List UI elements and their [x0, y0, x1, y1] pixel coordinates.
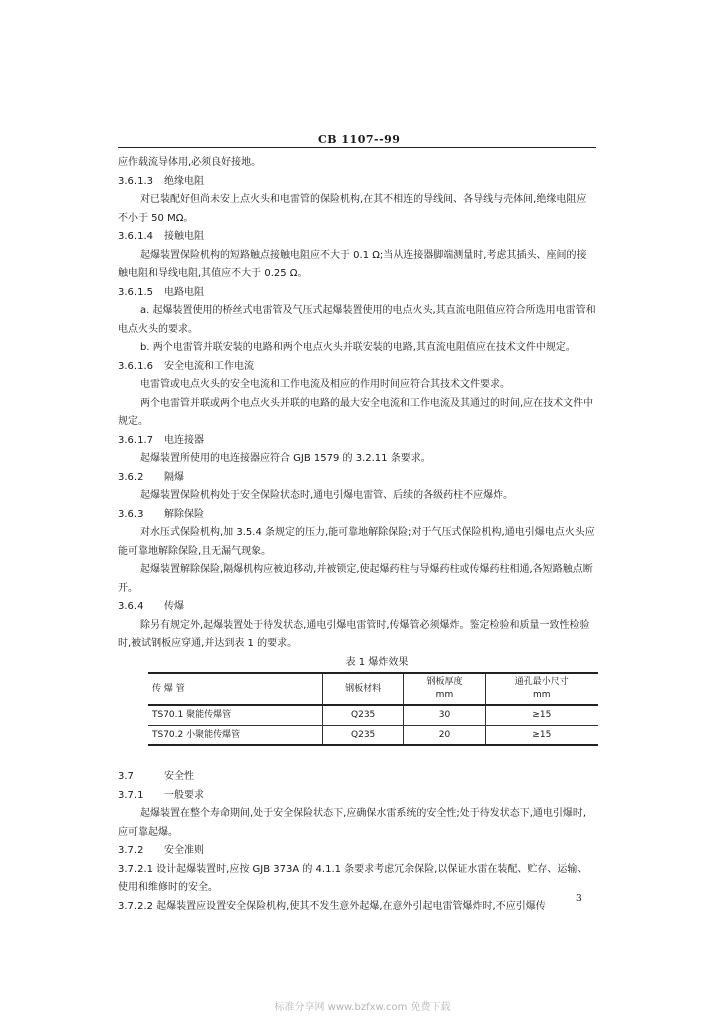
paragraph: 起爆装置保险机构的短路触点接触电阻应不大于 0.1 Ω;当从连接器脚端测量时,考虑其插头、座间的接触电阻和导线电阻,其值应不大于 0.25 Ω。 [118, 249, 587, 279]
paragraph: 两个电雷管并联或两个电点火头并联的电路的最大安全电流和工作电流及其通过的时间,应在技术文件中规定。 [118, 397, 594, 427]
header-label: 通孔最小尺寸 [514, 677, 569, 687]
section-heading [118, 173, 596, 192]
table-cell: TS70.2 小聚能传爆管 [148, 725, 323, 745]
section-heading [118, 469, 596, 488]
paragraph: b. 两个电雷管并联安装的电路和两个电点火头并联安装的电路,其直流电阻值应在技术文件中规定。 [140, 342, 576, 353]
section-heading [118, 432, 596, 451]
header-label: 钢板材料 [345, 683, 382, 694]
header-rule [118, 147, 596, 148]
section-number: 3.6.1.5 [118, 286, 153, 298]
paragraph: 除另有规定外,起爆装置处于待发状态,通电引爆电雷管时,传爆管必须爆炸。鉴定检验和质量一致性检验时,被试钢板应穿通,并达到表 1 的要求。 [118, 619, 590, 649]
table-caption: 表 1 爆炸效果 [345, 656, 409, 668]
section-number: 3.6.1.4 [118, 231, 153, 242]
document-body [118, 154, 596, 916]
section-title: 安全准则 [164, 845, 204, 856]
document-header-code: CB 1107--99 [318, 133, 401, 146]
blast-effect-table [148, 672, 598, 746]
header-unit: mm [533, 690, 551, 700]
paragraph: 3.7.2.2 起爆装置应设置安全保险机构,使其不发生意外起爆,在意外引起电雷管爆炸时,不应引爆传 [118, 900, 546, 912]
paragraph: 对已装配好但尚未安上点火头和电雷管的保险机构,在其不相连的导线间、各导线与壳体间,绝缘电阻应不小于 50 MΩ。 [118, 194, 587, 224]
section-number: 3.7.2 [118, 845, 144, 856]
table-header-cell [404, 673, 485, 705]
section-title: 接触电阻 [164, 231, 204, 242]
paragraph: 起爆装置所使用的电连接器应符合 GJB 1579 的 3.2.11 条要求。 [140, 453, 431, 464]
header-label: 传 爆 管 [152, 683, 185, 694]
paragraph: 应作载流导体用,必须良好接地。 [118, 157, 262, 168]
table-cell: Q235 [323, 725, 404, 745]
section-number: 3.6.1.3 [118, 175, 153, 187]
section-heading [118, 787, 596, 806]
watermark-footer: 标准分享网 www.bzfxw.com 免费下载 [274, 1002, 451, 1013]
table-row [148, 705, 598, 725]
table-cell: 30 [404, 705, 485, 725]
section-title: 绝缘电阻 [164, 175, 204, 187]
section-title: 隔爆 [164, 471, 184, 483]
paragraph: 起爆装置保险机构处于安全保险状态时,通电引爆电雷管、后续的各级药柱不应爆炸。 [140, 490, 514, 501]
section-number: 3.7 [118, 771, 134, 782]
table-header-cell [485, 673, 598, 705]
section-heading [118, 284, 596, 303]
section-title: 一般要求 [164, 789, 204, 801]
paragraph: 电雷管或电点火头的安全电流和工作电流及相应的作用时间应符合其技术文件要求。 [140, 379, 510, 390]
section-number: 3.7.1 [118, 789, 144, 801]
table-row [148, 725, 598, 745]
table-cell: 20 [404, 725, 485, 745]
table-header-cell [323, 673, 404, 705]
section-heading [118, 358, 596, 377]
paragraph: 对水压式保险机构,加 3.5.4 条规定的压力,能可靠地解除保险;对于气压式保险机构,通电引爆电点火头应能可靠地解除保险,且无漏气现象。 [118, 527, 595, 557]
section-heading [118, 598, 596, 617]
table-header-row [148, 673, 598, 705]
section-number: 3.6.3 [118, 508, 144, 520]
paragraph: 起爆装置在整个寿命期间,处于安全保险状态下,应确保水雷系统的安全性;处于待发状态下,通电引爆时,应可靠起爆。 [118, 808, 587, 838]
section-heading [118, 768, 596, 787]
section-title: 解除保险 [164, 508, 204, 520]
section-heading [118, 842, 596, 861]
paragraph: 起爆装置解除保险,隔爆机构应被迫移动,并被锁定,使起爆药柱与导爆药柱或传爆药柱相通,各短路触点断开。 [118, 564, 593, 594]
section-title: 安全性 [164, 771, 194, 782]
page-number: 3 [576, 894, 582, 904]
paragraph: a. 起爆装置使用的桥丝式电雷管及气压式起爆装置使用的电点火头,其直流电阻值应符合所选用电雷管和电点火头的要求。 [118, 305, 596, 335]
section-title: 电路电阻 [164, 286, 204, 298]
section-spacer [118, 746, 596, 768]
table-cell: TS70.1 聚能传爆管 [148, 705, 323, 725]
section-number: 3.6.4 [118, 601, 144, 612]
table-cell: ≥15 [485, 705, 598, 725]
paragraph: 3.7.2.1 设计起爆装置时,应按 GJB 373A 的 4.1.1 条要求考虑冗余保险,以保证水雷在装配、贮存、运输、使用和维修时的安全。 [118, 863, 588, 893]
table-cell: ≥15 [485, 725, 598, 745]
header-unit: mm [435, 690, 454, 700]
table-cell: Q235 [323, 705, 404, 725]
section-number: 3.6.1.7 [118, 434, 153, 446]
section-number: 3.6.1.6 [118, 360, 153, 372]
section-title: 电连接器 [164, 434, 204, 446]
section-heading [118, 506, 596, 525]
table-header-cell [148, 673, 323, 705]
section-title: 安全电流和工作电流 [164, 360, 254, 372]
section-title: 传爆 [164, 601, 184, 612]
header-label: 钢板厚度 [426, 677, 463, 687]
section-heading [118, 228, 596, 247]
section-number: 3.6.2 [118, 471, 144, 483]
